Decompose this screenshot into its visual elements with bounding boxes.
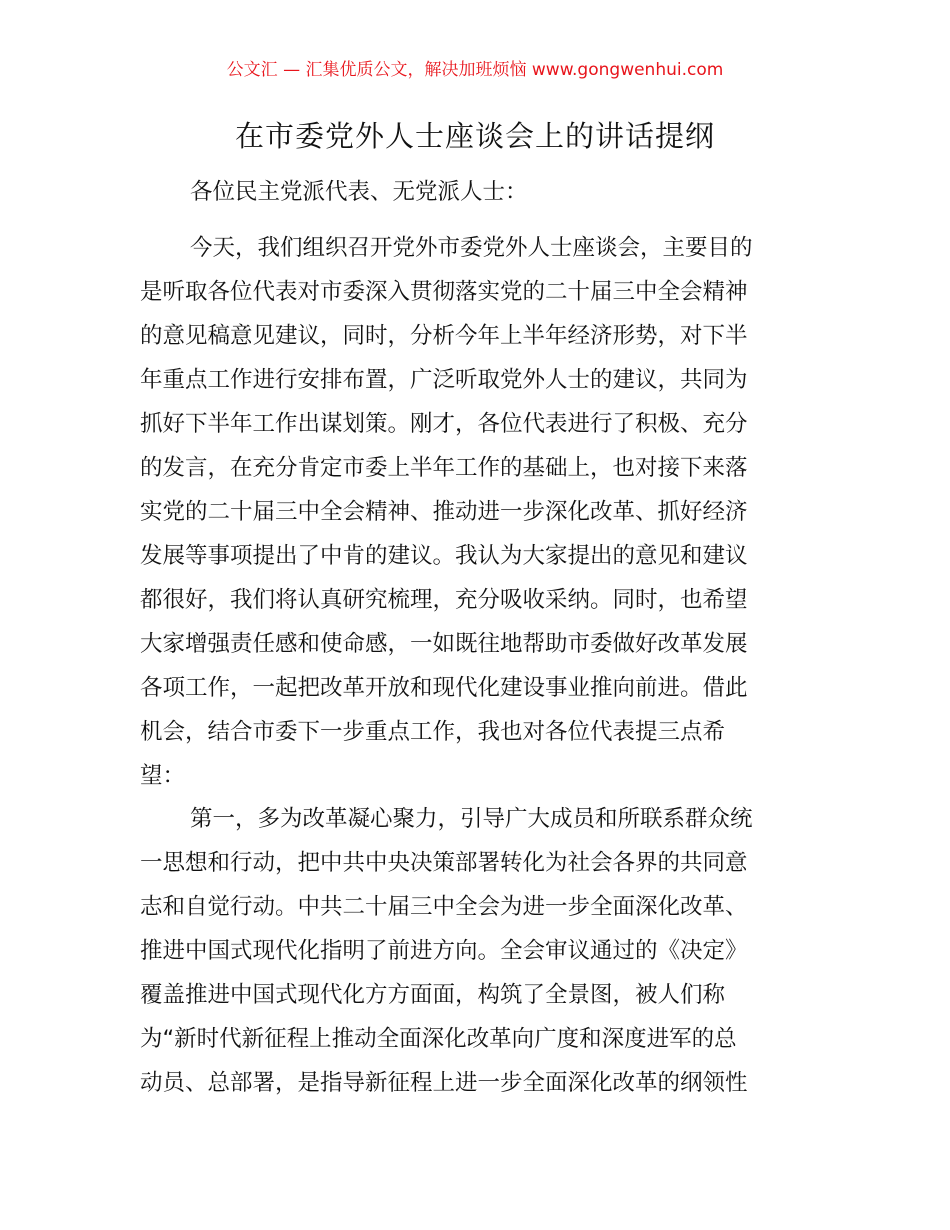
paragraph-line: 为“新时代新征程上推动全面深化改革向广度和深度进军的总	[140, 1026, 737, 1052]
paragraph-line: 都很好，我们将认真研究梳理，充分吸收采纳。同时，也希望	[140, 587, 748, 613]
paragraph-line: 的发言，在充分肯定市委上半年工作的基础上，也对接下来落	[140, 455, 748, 481]
paragraph-line: 推进中国式现代化指明了前进方向。全会审议通过的《决定》	[140, 938, 748, 964]
paragraph-line: 志和自觉行动。中共二十届三中全会为进一步全面深化改革、	[140, 894, 748, 920]
paragraph-line: 第一，多为改革凝心聚力，引导广大成员和所联系群众统	[190, 806, 753, 832]
paragraph-line: 一思想和行动，把中共中央决策部署转化为社会各界的共同意	[140, 850, 748, 876]
salutation: 各位民主党派代表、无党派人士：	[190, 179, 528, 205]
paragraph-line: 的意见稿意见建议，同时，分析今年上半年经济形势，对下半	[140, 323, 748, 349]
paragraph-line: 动员、总部署，是指导新征程上进一步全面深化改革的纲领性	[140, 1070, 748, 1096]
paragraph-2	[140, 797, 812, 1105]
paragraph-line: 是听取各位代表对市委深入贯彻落实党的二十届三中全会精神	[140, 279, 748, 305]
header-banner: 公文汇 — 汇集优质公文，解决加班烦恼 www.gongwenhui.com	[226, 60, 724, 80]
paragraph-line: 抓好下半年工作出谋划策。刚才，各位代表进行了积极、充分	[140, 411, 748, 437]
paragraph-line: 各项工作，一起把改革开放和现代化建设事业推向前进。借此	[140, 675, 748, 701]
paragraph-line: 望：	[140, 763, 186, 789]
document-title: 在市委党外人士座谈会上的讲话提纲	[234, 119, 715, 153]
paragraph-line: 机会，结合市委下一步重点工作，我也对各位代表提三点希	[140, 719, 726, 745]
paragraph-line: 实党的二十届三中全会精神、推动进一步深化改革、抓好经济	[140, 499, 748, 525]
paragraph-line: 大家增强责任感和使命感，一如既往地帮助市委做好改革发展	[140, 631, 748, 657]
paragraph-1	[140, 226, 812, 798]
paragraph-line: 发展等事项提出了中肯的建议。我认为大家提出的意见和建议	[140, 543, 748, 569]
paragraph-line: 年重点工作进行安排布置，广泛听取党外人士的建议，共同为	[140, 367, 748, 393]
paragraph-line: 覆盖推进中国式现代化方方面面，构筑了全景图，被人们称	[140, 982, 726, 1008]
paragraph-line: 今天，我们组织召开党外市委党外人士座谈会，主要目的	[190, 235, 753, 261]
